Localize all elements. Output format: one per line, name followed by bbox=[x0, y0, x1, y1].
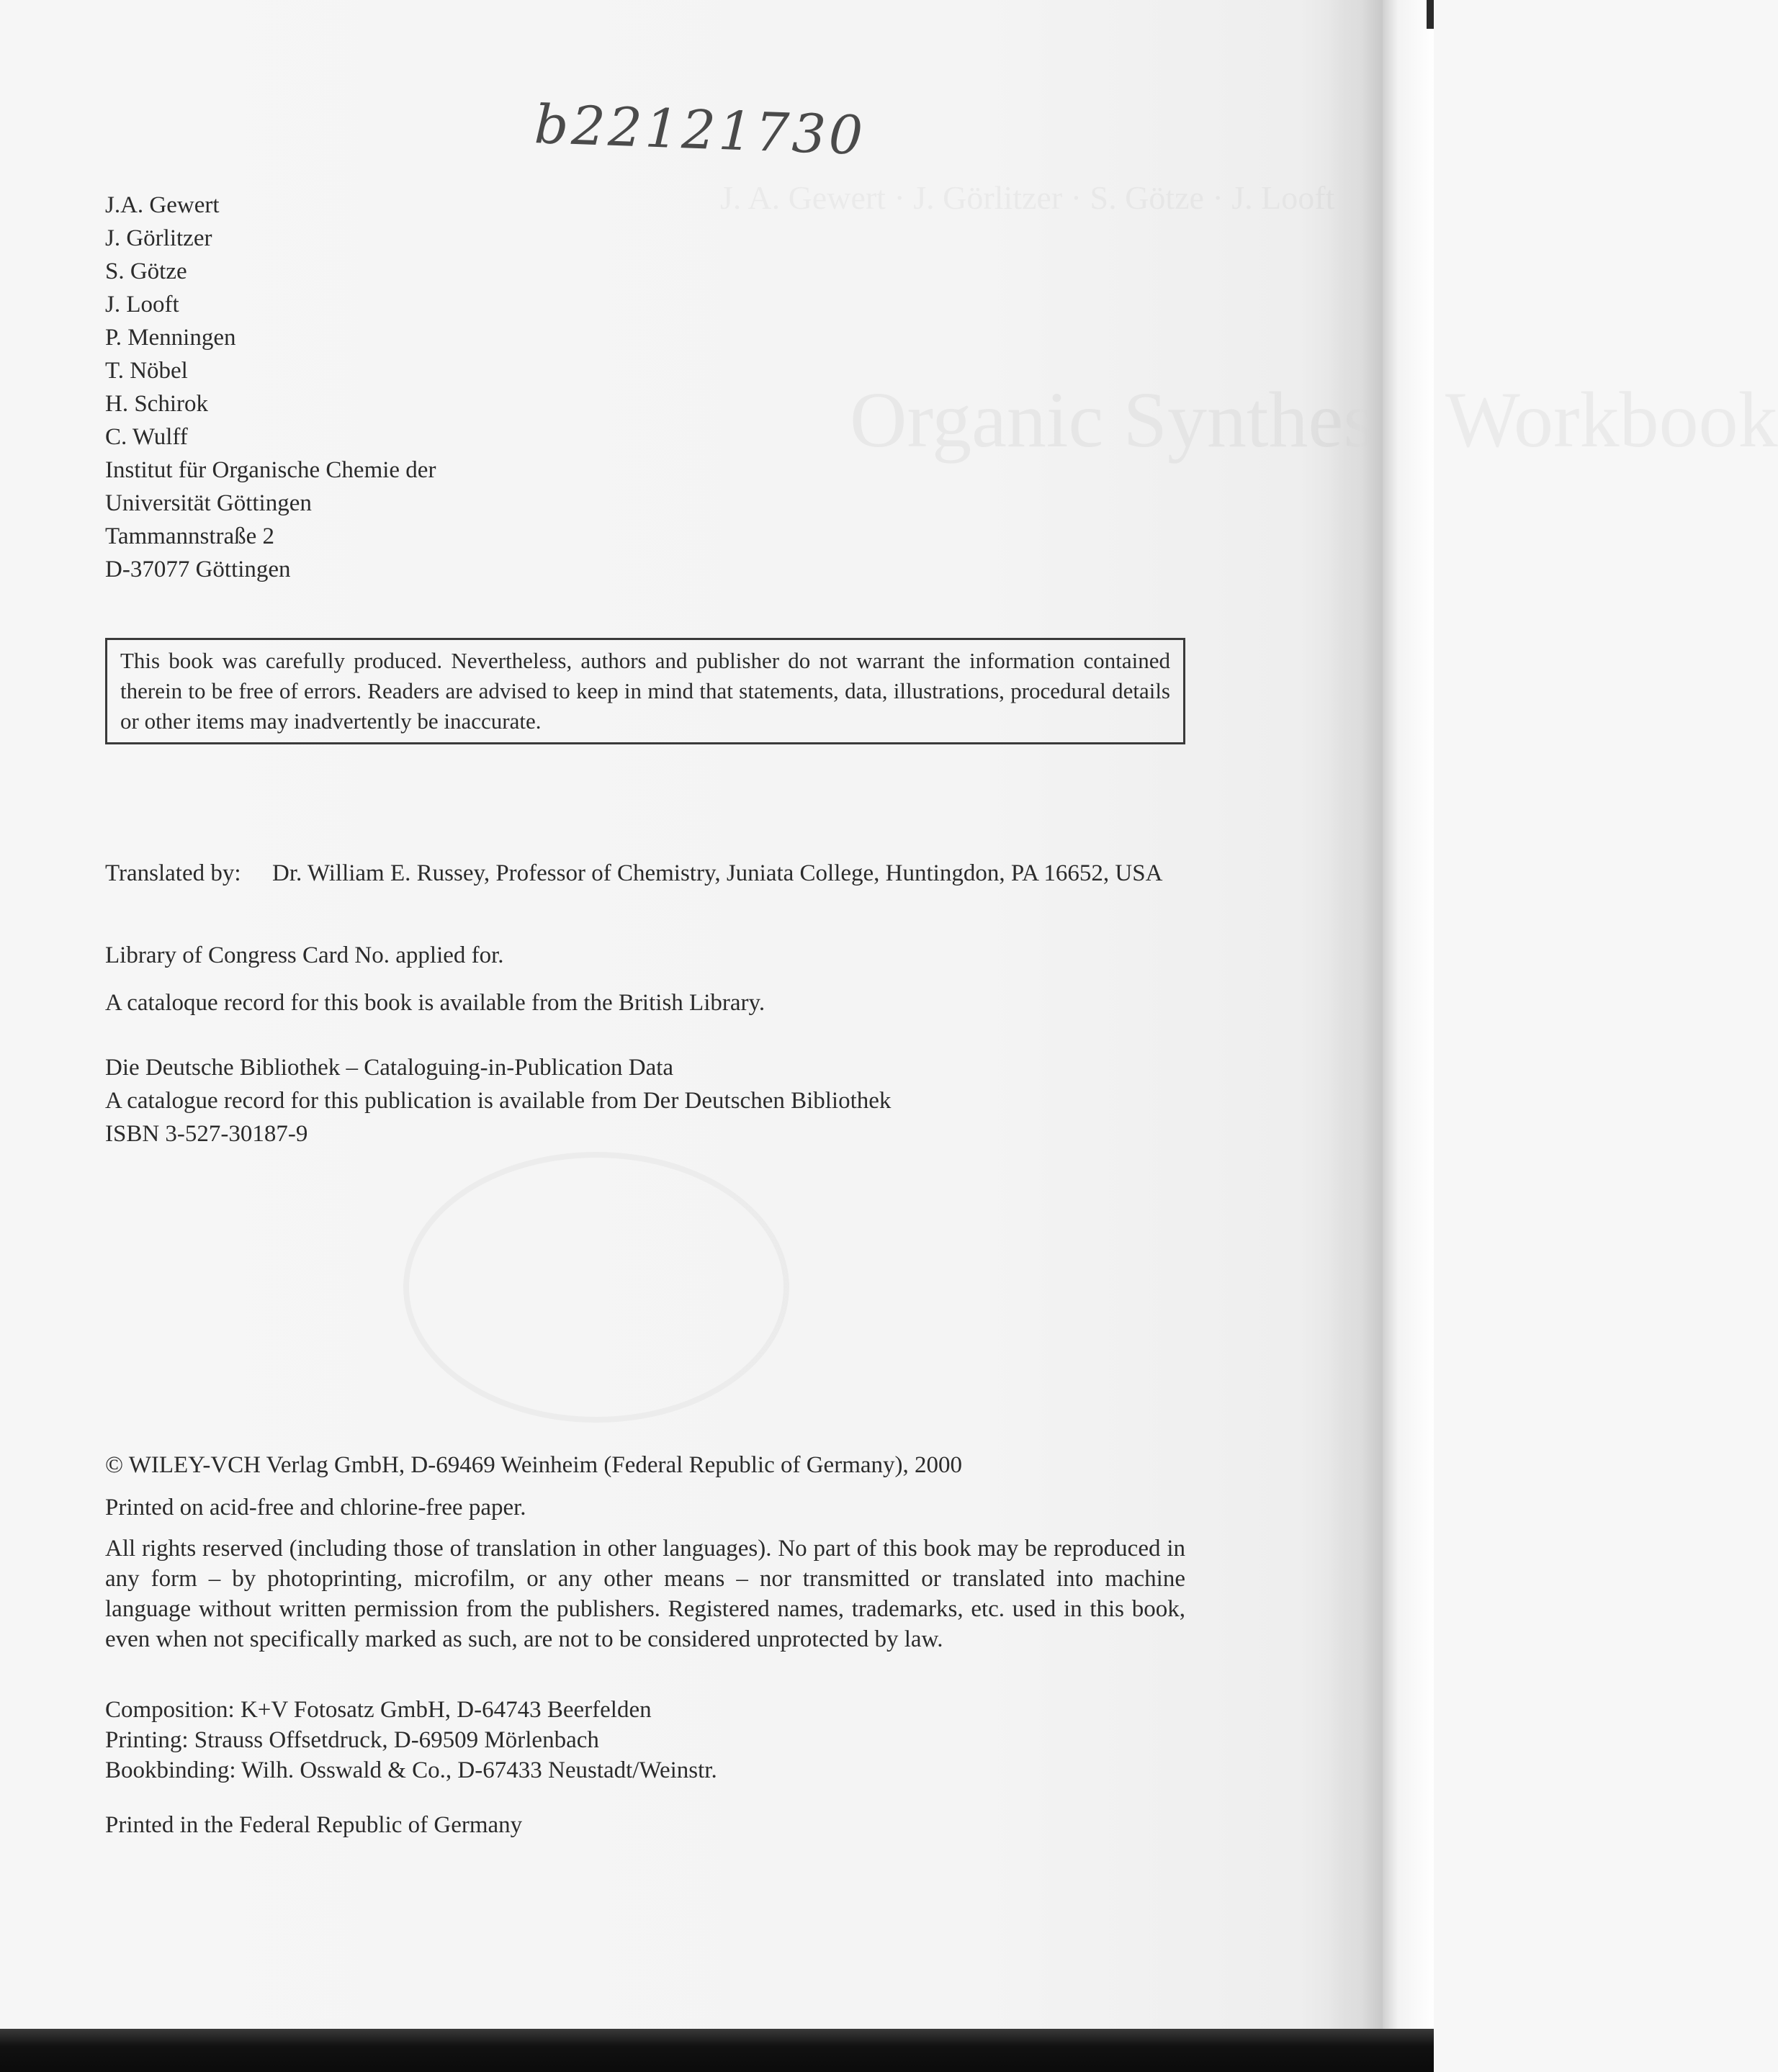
translated-by-label: Translated by: bbox=[105, 860, 241, 886]
production-line: Composition: K+V Fotosatz GmbH, D-64743 Beerfelden bbox=[105, 1697, 652, 1723]
author-line: S. Götze bbox=[105, 258, 187, 284]
address-line: Institut für Organische Chemie der bbox=[105, 457, 436, 483]
cip-line: A catalogue record for this publication is available from Der Deutschen Bibliothek bbox=[105, 1088, 892, 1114]
author-line: J. Looft bbox=[105, 292, 179, 317]
handwritten-accession-number: b22121730 bbox=[533, 93, 867, 168]
scanner-corner bbox=[1427, 0, 1434, 29]
copyright-notice: © WILEY-VCH Verlag GmbH, D-69469 Weinheim (Federal Republic of Germany), 2000 bbox=[105, 1452, 962, 1478]
isbn: ISBN 3-527-30187-9 bbox=[105, 1121, 308, 1147]
author-line: J. Görlitzer bbox=[105, 225, 212, 251]
author-line: C. Wulff bbox=[105, 424, 188, 450]
production-line: Bookbinding: Wilh. Osswald & Co., D-67433 Neustadt/Weinstr. bbox=[105, 1757, 717, 1783]
translator-credit: Dr. William E. Russey, Professor of Chemistry, Juniata College, Huntingdon, PA 16652, USA bbox=[272, 860, 1163, 886]
address-line: Tammannstraße 2 bbox=[105, 523, 275, 549]
bleed-through-title: Organic Synthesis Workbook bbox=[850, 376, 1778, 464]
production-credits bbox=[105, 1695, 717, 1785]
production-line: Printing: Strauss Offsetdruck, D-69509 Mörlenbach bbox=[105, 1727, 599, 1753]
printed-in-note: Printed in the Federal Republic of Germany bbox=[105, 1812, 523, 1838]
address-line: D-37077 Göttingen bbox=[105, 557, 291, 582]
translated-by bbox=[105, 857, 1185, 890]
author-list bbox=[105, 189, 436, 586]
rights-reserved: All rights reserved (including those of translation in other languages). No part of this book may be reproduced in any form – by photoprinting, microfilm, or any other means – nor transmitted or translated into machine language without written permission from the publishers. Registered names, trademarks, etc. used in this book, even when not specifically marked as such, are not to be considered unprotected by law. bbox=[105, 1536, 1185, 1652]
paper-note: Printed on acid-free and chlorine-free paper. bbox=[105, 1495, 526, 1521]
author-line: T. Nöbel bbox=[105, 358, 188, 384]
british-library-note: A cataloque record for this book is available from the British Library. bbox=[105, 990, 765, 1016]
author-line: P. Menningen bbox=[105, 325, 236, 351]
scanner-edge bbox=[1383, 0, 1434, 2072]
author-line: H. Schirok bbox=[105, 391, 208, 417]
bleed-through-authors: J. A. Gewert · J. Görlitzer · S. Götze · J. Looft bbox=[720, 179, 1335, 216]
cip-data bbox=[105, 1051, 891, 1150]
author-line: J.A. Gewert bbox=[105, 192, 220, 218]
disclaimer-box: This book was carefully produced. Nevertheless, authors and publisher do not warrant the information contained therein to be free of errors. Readers are advised to keep in mind that statements, data, illustrations, procedural details or other items may inadvertently be inaccurate. bbox=[105, 638, 1185, 744]
bleed-through-seal bbox=[403, 1152, 789, 1423]
library-of-congress-note: Library of Congress Card No. applied for. bbox=[105, 942, 504, 968]
binding-shadow bbox=[1329, 0, 1383, 2045]
address-line: Universität Göttingen bbox=[105, 490, 312, 516]
scanner-bottom-edge bbox=[0, 2029, 1434, 2072]
cip-line: Die Deutsche Bibliothek – Cataloguing-in-Publication Data bbox=[105, 1055, 674, 1081]
